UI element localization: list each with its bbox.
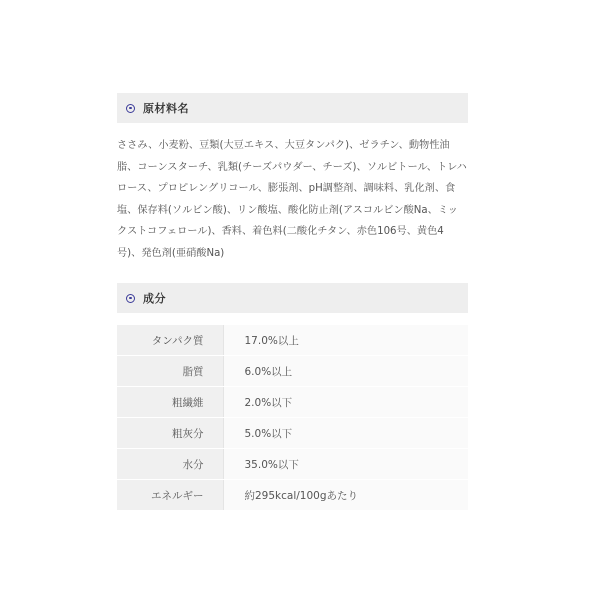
table-row [117, 418, 468, 449]
table-row [117, 480, 468, 511]
component-label: 粗繊維 [117, 387, 223, 418]
table-row [117, 325, 468, 356]
components-section-header [117, 283, 468, 313]
component-value: 約295kcal/100gあたり [223, 480, 468, 511]
component-value: 6.0%以上 [223, 356, 468, 387]
component-value: 2.0%以下 [223, 387, 468, 418]
table-row [117, 356, 468, 387]
table-row [117, 449, 468, 480]
circle-bullet-icon [126, 294, 135, 303]
ingredients-section-header [117, 93, 468, 123]
ingredients-title: 原材料名 [143, 102, 189, 115]
component-label: 脂質 [117, 356, 223, 387]
component-value: 35.0%以下 [223, 449, 468, 480]
ingredients-text: ささみ、小麦粉、豆類(大豆エキス、大豆タンパク)、ゼラチン、動物性油脂、コーンスターチ、乳類(チーズパウダー、チーズ)、ソルビトール、トレハロース、プロピレングリコール、膨張剤、pH調整剤、調味料、乳化剤、食塩、保存料(ソルビン酸)、リン酸塩、酸化防止剤(アスコルビン酸Na、ミックストコフェロール)、香料、着色料(二酸化チタン、赤色106号、黄色4号)、発色剤(亜硝酸Na) [117, 140, 467, 259]
components-table [117, 325, 468, 511]
component-label: 粗灰分 [117, 418, 223, 449]
component-label: 水分 [117, 449, 223, 480]
component-label: タンパク質 [117, 325, 223, 356]
component-value: 17.0%以上 [223, 325, 468, 356]
component-label: エネルギー [117, 480, 223, 511]
table-row [117, 387, 468, 418]
components-title: 成分 [143, 292, 166, 305]
component-value: 5.0%以下 [223, 418, 468, 449]
circle-bullet-icon [126, 104, 135, 113]
